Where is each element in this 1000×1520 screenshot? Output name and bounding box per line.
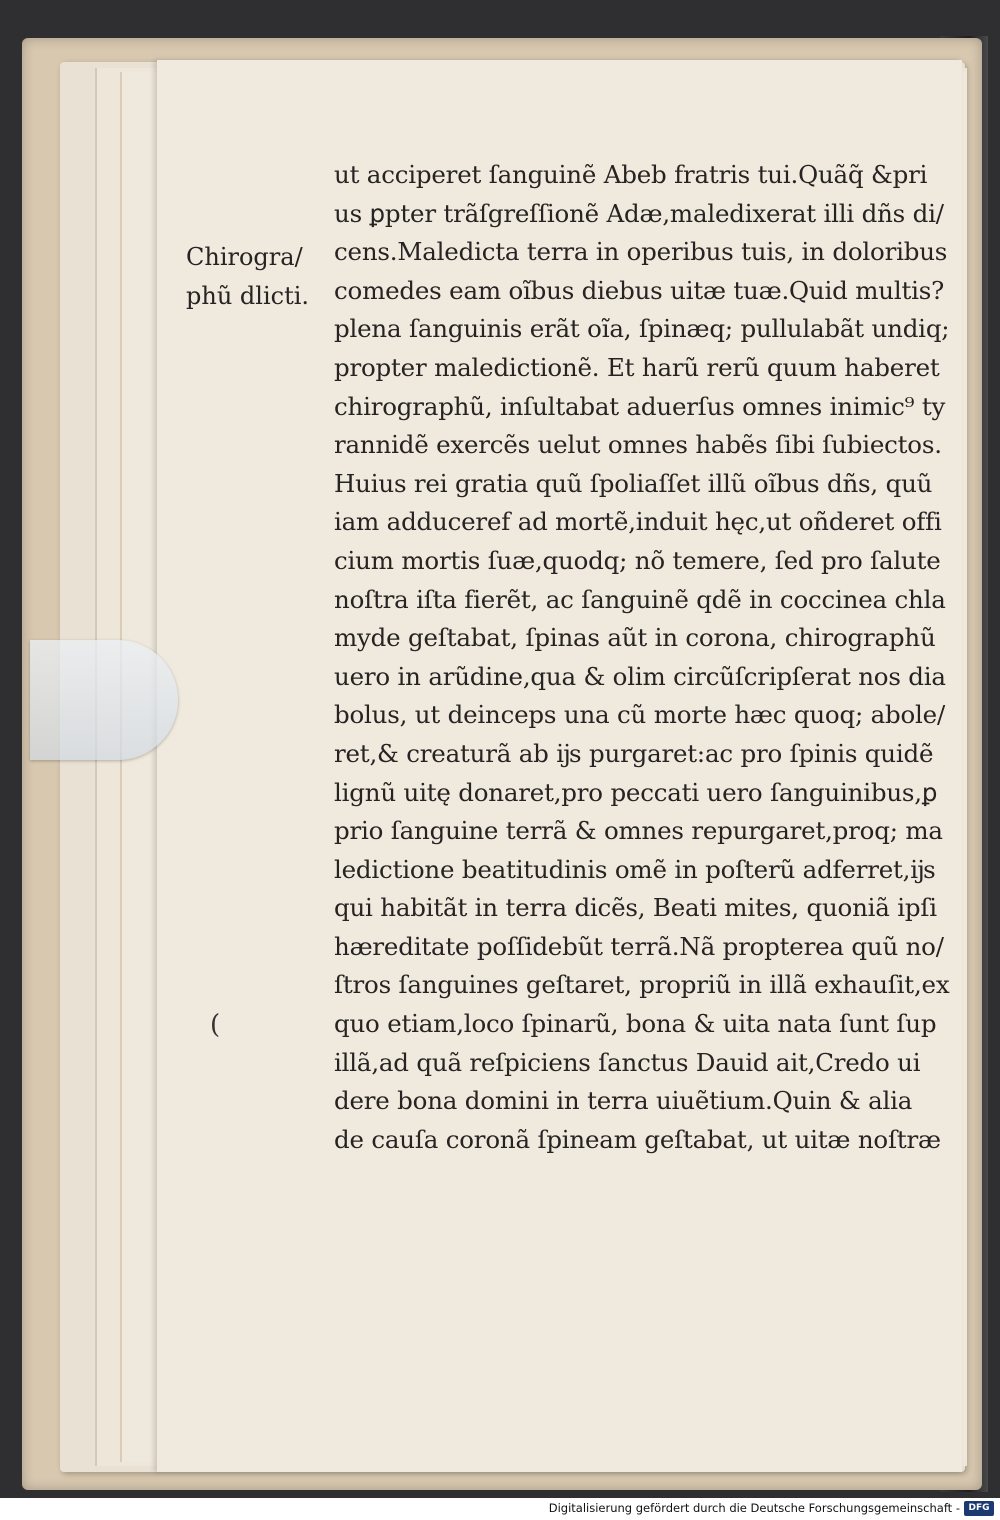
text-line: prio ſanguine terrã & omnes repurgaret,proq; ma bbox=[334, 816, 943, 846]
text-line: Huius rei gratia quũ ſpoliaſſet illũ oĩbus dñs, quũ bbox=[334, 468, 933, 498]
text-line: comedes eam oĩbus diebus uitæ tuæ.Quid multis? bbox=[334, 275, 945, 305]
text-line: qui habitãt in terra dicẽs, Beati mites, quoniã ipſi bbox=[334, 893, 937, 923]
text-line: ledictione beatitudinis omẽ in poſterũ adferret,ĳs bbox=[334, 854, 936, 884]
marginal-note-line: Chirogra/ bbox=[186, 243, 303, 271]
stray-ink-mark: ( bbox=[210, 1010, 221, 1040]
text-line: quo etiam,loco ſpinarũ, bona & uita nata ſunt ſup bbox=[334, 1009, 937, 1039]
dfg-logo: DFG bbox=[964, 1501, 994, 1516]
text-line: plena ſanguinis erãt oĩa, ſpinæq; pullulabãt undiq; bbox=[334, 314, 950, 344]
text-line: us ꝑpter trãſgreſſionẽ Adæ,maledixerat illi dñs di/ bbox=[334, 198, 944, 228]
marginal-note-line: phũ dlicti. bbox=[186, 281, 310, 310]
marginal-note bbox=[186, 238, 326, 315]
text-line: lignũ uitę donaret,pro peccati uero ſanguinibus,ꝑ bbox=[334, 777, 938, 807]
text-line: myde geſtabat, ſpinas aũt in corona, chirographũ bbox=[334, 623, 936, 653]
text-line: ut acciperet ſanguinẽ Abeb fratris tui.Quãq̃ &pri bbox=[334, 160, 928, 189]
text-line: illã,ad quã reſpiciens ſanctus Dauid ait,Credo ui bbox=[334, 1047, 921, 1077]
text-line: dere bona domini in terra uiuẽtium.Quin & alia bbox=[334, 1086, 913, 1116]
text-line: propter maledictionẽ. Et harũ rerũ quum haberet bbox=[334, 352, 940, 382]
text-line: rannidẽ exercẽs uelut omnes habẽs ſibi ſubiectos. bbox=[334, 430, 942, 460]
text-line: iam adduceref ad mortẽ,induit hęc,ut oñderet offi bbox=[334, 507, 942, 537]
text-line: bolus, ut deinceps una cũ morte hæc quoq; abole/ bbox=[334, 700, 946, 730]
text-line: noſtra iſta fierẽt, ac ſanguinẽ qdẽ in coccinea chla bbox=[334, 584, 946, 614]
text-line: cium mortis ſuæ,quodq; nõ temere, ſed pro ſalute bbox=[334, 545, 941, 575]
digitization-credit: Digitalisierung gefördert durch die Deutsche Forschungsgemeinschaft - bbox=[548, 1501, 960, 1515]
page-clip-tab bbox=[30, 640, 178, 760]
text-line: ret,& creaturã ab ĳs purgaret:ac pro ſpinis quidẽ bbox=[334, 738, 934, 768]
body-text bbox=[334, 156, 956, 1159]
text-line: chirographũ, inſultabat aduerſus omnes inimic⁹ ty bbox=[334, 391, 946, 421]
text-line: hæreditate poſſidebũt terrã.Nã propterea quũ no/ bbox=[334, 931, 944, 961]
text-line: de cauſa coronã ſpineam geſtabat, ut uitæ noſtræ bbox=[334, 1124, 941, 1154]
text-line: cens.Maledicta terra in operibus tuis, in doloribus bbox=[334, 237, 948, 267]
text-line: ſtros ſanguines geſtaret, propriũ in illã exhauſit,ex bbox=[334, 970, 950, 1000]
text-line: uero in arũdine,qua & olim circũſcripſerat nos dia bbox=[334, 661, 946, 691]
